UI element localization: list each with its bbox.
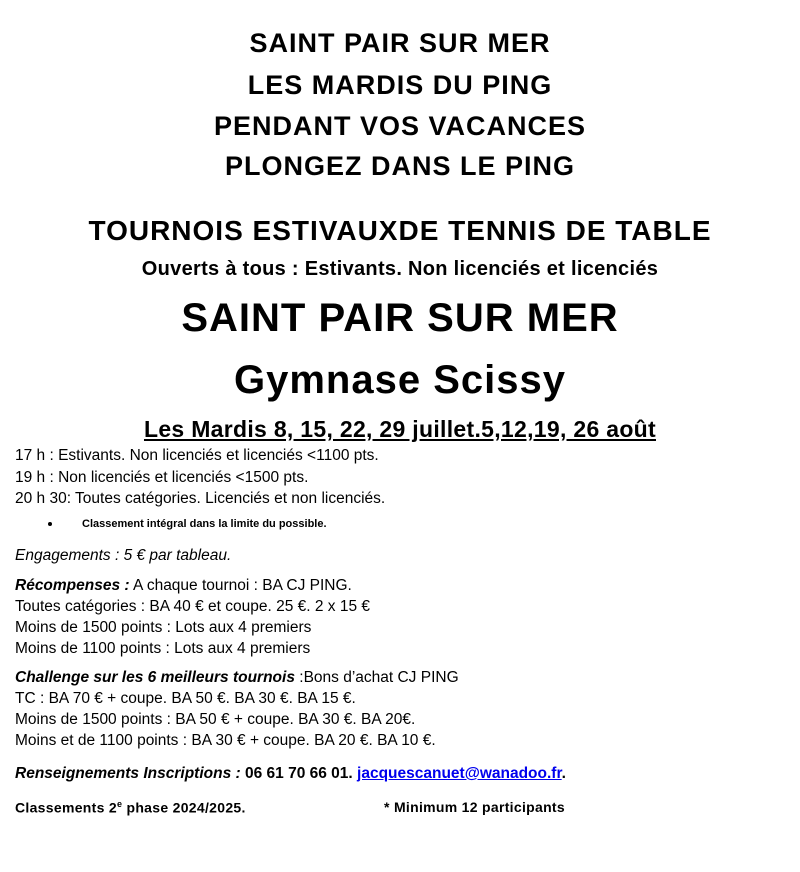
header-line-3: PENDANT VOS VACANCES bbox=[213, 111, 587, 141]
contact-phone: 06 61 70 66 01. bbox=[240, 765, 358, 782]
footer-left: Classements 2 bbox=[15, 799, 117, 816]
footer-superscript: e bbox=[116, 799, 123, 809]
contact-email-link[interactable]: jacquescanuet@wanadoo.fr bbox=[357, 765, 562, 782]
engagements-line: Engagements : 5 € par tableau. bbox=[15, 547, 232, 564]
challenge-line-2: Moins de 1500 points : BA 50 € + coupe. BA 30 €. BA 20€. bbox=[15, 711, 416, 728]
recompenses-line-2: Moins de 1500 points : Lots aux 4 premiers bbox=[15, 619, 312, 636]
recompenses-label: Récompenses : bbox=[15, 577, 130, 594]
bullet-item bbox=[48, 518, 327, 530]
schedule-line-2: 19 h : Non licenciés et licenciés <1500 pts. bbox=[15, 469, 309, 486]
recompenses-line-3: Moins de 1100 points : Lots aux 4 premiers bbox=[15, 640, 311, 657]
recompenses-heading bbox=[15, 577, 352, 595]
town-name: SAINT PAIR SUR MER bbox=[181, 296, 619, 340]
challenge-heading bbox=[15, 669, 459, 687]
header-line-4: PLONGEZ DANS LE PING bbox=[224, 151, 576, 181]
challenge-line-1: TC : BA 70 € + coupe. BA 50 €. BA 30 €. BA 15 €. bbox=[15, 690, 356, 707]
challenge-label: Challenge sur les 6 meilleurs tournois bbox=[15, 669, 295, 686]
header-line-2: LES MARDIS DU PING bbox=[247, 70, 553, 100]
tournament-dates: Les Mardis 8, 15, 22, 29 juillet.5,12,19, 26 août bbox=[143, 416, 656, 442]
recompenses-text: A chaque tournoi : BA CJ PING. bbox=[129, 577, 352, 594]
footer-left2: phase 2024/2025. bbox=[122, 799, 246, 816]
schedule-line-1: 17 h : Estivants. Non licenciés et licenciés <1100 pts. bbox=[15, 447, 379, 464]
tournament-title: TOURNOIS ESTIVAUXDE TENNIS DE TABLE bbox=[88, 215, 712, 246]
challenge-line-3: Moins et de 1100 points : BA 30 € + coupe. BA 20 €. BA 10 €. bbox=[15, 732, 436, 749]
contact-line bbox=[15, 765, 566, 783]
challenge-text: :Bons d’achat CJ PING bbox=[294, 669, 459, 686]
footer-minimum: * Minimum 12 participants bbox=[384, 799, 565, 815]
header-line-1: SAINT PAIR SUR MER bbox=[249, 28, 551, 58]
footer-classements bbox=[15, 799, 246, 816]
tournament-subtitle: Ouverts à tous : Estivants. Non licenciés et licenciés bbox=[141, 258, 659, 280]
schedule-line-3: 20 h 30: Toutes catégories. Licenciés et non licenciés. bbox=[15, 490, 386, 507]
contact-suffix: . bbox=[561, 765, 566, 782]
bullet-dot-icon bbox=[48, 522, 52, 526]
recompenses-line-1: Toutes catégories : BA 40 € et coupe. 25 €. 2 x 15 € bbox=[15, 598, 371, 615]
contact-label: Renseignements Inscriptions : bbox=[15, 765, 241, 782]
bullet-text: Classement intégral dans la limite du possible. bbox=[82, 518, 327, 530]
venue-name: Gymnase Scissy bbox=[234, 358, 566, 402]
